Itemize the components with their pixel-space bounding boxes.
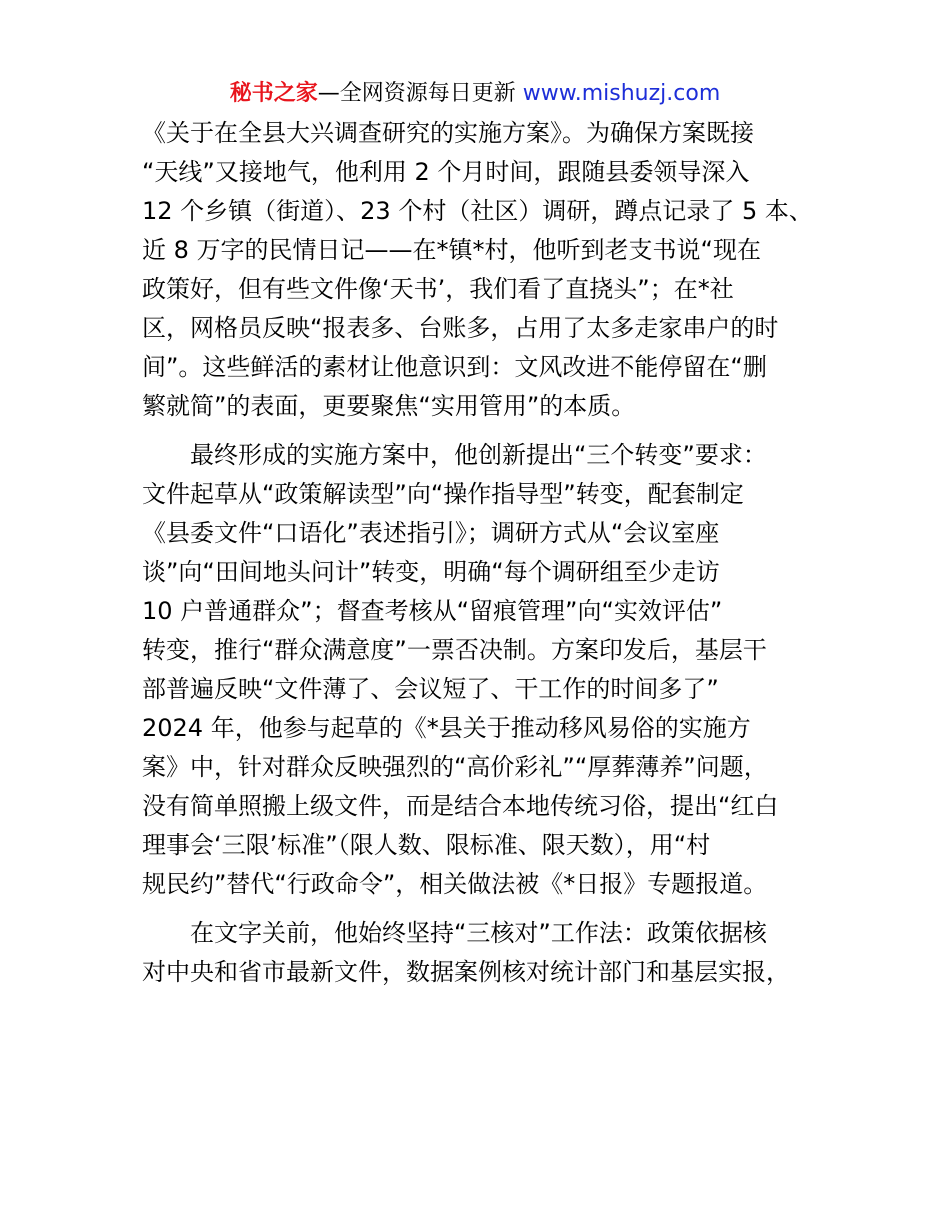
paragraph-3: 在文字关前，他始终坚持“三核对”工作法：政策依据核 对中央和省市最新文件，数据案例核对统计部门和基层实报， (142, 919, 790, 986)
site-header (0, 78, 950, 110)
paragraph-1: 《关于在全县大兴调查研究的实施方案》。为确保方案既接 “天线”又接地气，他利用 2 个月时间，跟随县委领导深入 12 个乡镇（街道）、23 个村（社区）调研，蹲点记录了 5 本、 近 8 万字的民情日记——在*镇*村，他听到老支书说“现在 政策好，但有些文件像‘天书’，我们看了直挠头”；在*社 区，网格员反映“报表多、台账多，占用了太多走家串户的时 间”。这些鲜活的素材让他意识到：文风改进不能停留在“删 繁就简”的表面，更要聚焦“实用管用”的本质。 (142, 119, 813, 420)
paragraph-2: 最终形成的实施方案中，他创新提出“三个转变”要求： 文件起草从“政策解读型”向“操作指导型”转变，配套制定 《县委文件“口语化”表述指引》；调研方式从“会议室座 谈”向“田间地头问计”转变，明确“每个调研组至少走访 10 户普通群众”；督查考核从“留痕管理”向“实效评估” 转变，推行“群众满意度”一票否决制。方案印发后，基层干 部普遍反映“文件薄了、会议短了、干工作的时间多了” 2024 年，他参与起草的《*县关于推动移风易俗的实施方 案》中，针对群众反映强烈的“高价彩礼”“厚葬薄养”问题， 没有简单照搬上级文件，而是结合本地传统习俗，提出“红白 理事会‘三限’标准”（限人数、限标准、限天数），用“村 规民约”替代“行政命令”，相关做法被《*日报》专题报道。 (142, 441, 779, 898)
site-brand: 秘书之家 (229, 81, 318, 106)
site-slogan: —全网资源每日更新 (317, 81, 523, 106)
document-body (142, 114, 842, 992)
site-url-link[interactable]: www.mishuzj.com (522, 81, 721, 106)
